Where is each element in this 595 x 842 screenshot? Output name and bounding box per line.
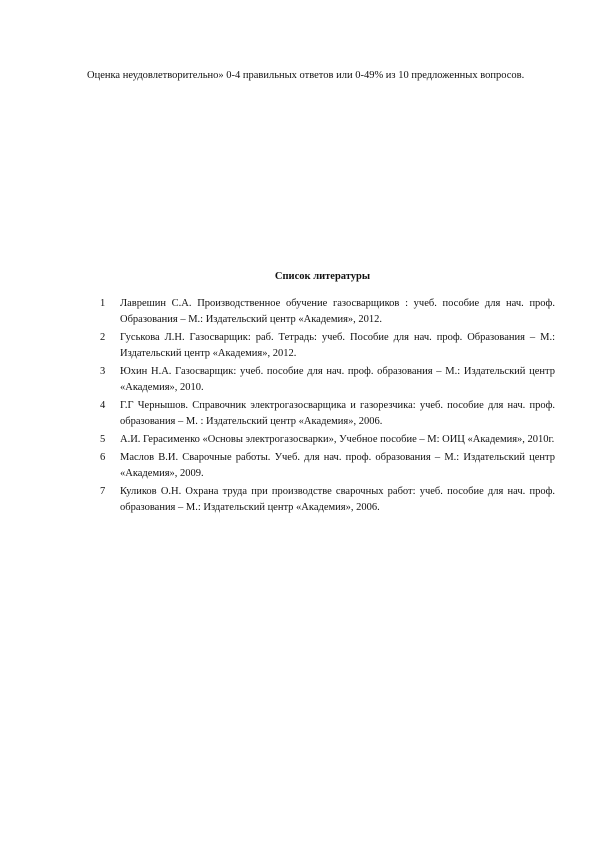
- bibliography-item: [100, 398, 555, 430]
- bibliography-item-text: А.И. Герасименко «Основы электрогазосварки», Учебное пособие – М: ОИЦ «Академия», 2010г.: [120, 434, 555, 445]
- bibliography-item-text: Куликов О.Н. Охрана труда при производстве сварочных работ: учеб. пособие для нач. проф. образования – М.: Издательский центр «Академия», 2006.: [120, 486, 555, 513]
- bibliography-item-number: 4: [100, 400, 106, 411]
- bibliography-item-number: 5: [100, 434, 106, 445]
- bibliography-item: [100, 432, 555, 448]
- bibliography-item-number: 2: [100, 332, 106, 343]
- bibliography-list: [100, 296, 555, 518]
- bibliography-item-number: 1: [100, 298, 106, 309]
- bibliography-item-text: Юхин Н.А. Газосварщик: учеб. пособие для нач. проф. образования – М.: Издательский центр «Академия», 2010.: [120, 366, 555, 393]
- bibliography-item-text: Лаврешин С.А. Производственное обучение газосварщиков : учеб. пособие для нач. проф. Образования – М.: Издательский центр «Академия», 2012.: [120, 298, 555, 325]
- bibliography-item-text: Маслов В.И. Сварочные работы. Учеб. для нач. проф. образования – М.: Издательский центр «Академия», 2009.: [120, 452, 555, 479]
- bibliography-item: [100, 330, 555, 362]
- bibliography-item: [100, 450, 555, 482]
- bibliography-item-text: Г.Г Чернышов. Справочник электрогазосварщика и газорезчика: учеб. пособие для нач. проф. образования – М. : Издательский центр «Академия», 2006.: [120, 400, 555, 427]
- bibliography-item: [100, 296, 555, 328]
- bibliography-item-text: Гуськова Л.Н. Газосварщик: раб. Тетрадь: учеб. Пособие для нач. проф. Образования – М.: Издательский центр «Академия», 2012.: [120, 332, 555, 359]
- bibliography-item: [100, 364, 555, 396]
- bibliography-item: [100, 484, 555, 516]
- bibliography-item-number: 7: [100, 486, 106, 497]
- bibliography-title: Список литературы: [274, 271, 371, 282]
- grade-criteria-text: Оценка неудовлетворительно» 0-4 правильных ответов или 0-49% из 10 предложенных вопросов.: [87, 69, 525, 81]
- bibliography-item-number: 6: [100, 452, 106, 463]
- bibliography-item-number: 3: [100, 366, 106, 377]
